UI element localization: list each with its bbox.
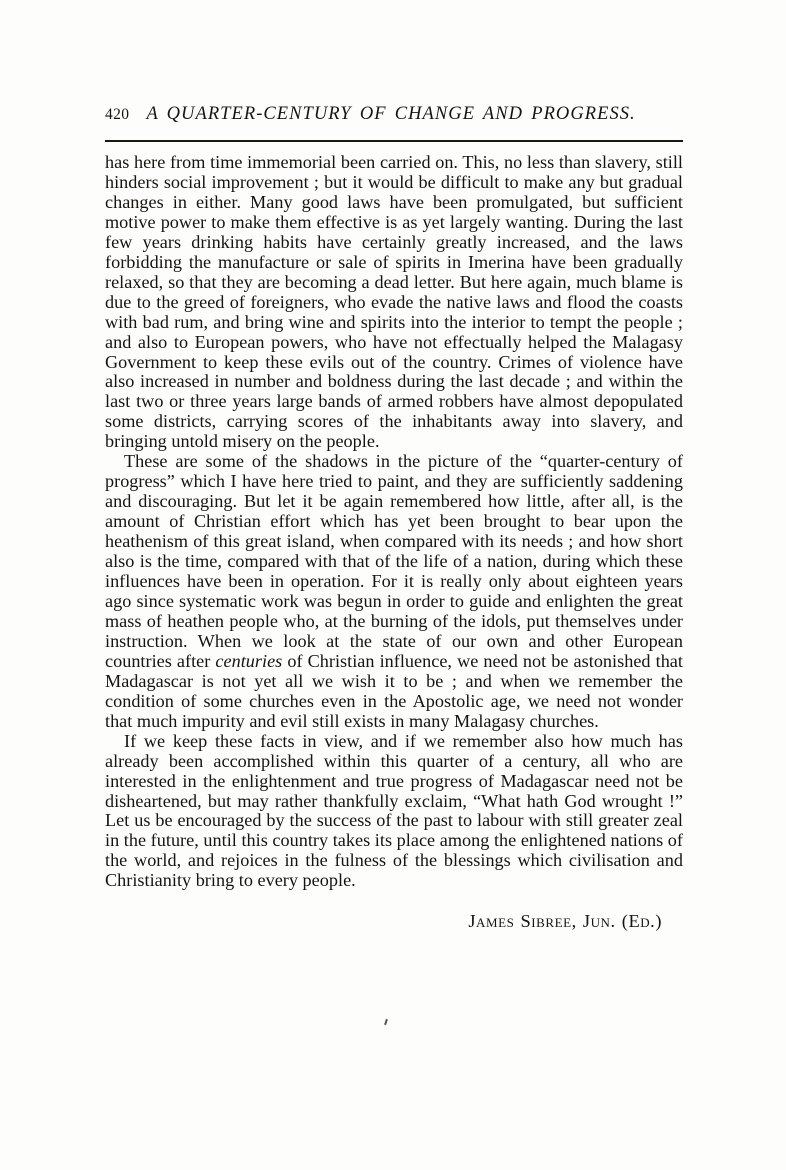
header-rule — [105, 140, 683, 142]
emphasis-centuries: centuries — [215, 650, 283, 671]
body-text — [105, 153, 683, 891]
author-signature: James Sibree, Jun. (Ed.) — [468, 911, 662, 932]
paragraph-shadows — [105, 452, 683, 731]
page-number: 420 — [105, 106, 130, 123]
running-title: A QUARTER-CENTURY OF CHANGE AND PROGRESS. — [146, 104, 636, 124]
paragraph-shadows-part-1: These are some of the shadows in the picture of the “quarter-century of progress” which I have here tried to paint, and they are sufficiently saddening and discouraging. But let it be again remembered how little, after all, is the amount of Christian effort which has yet been brought to bear upon the heathenism of this great island, when compared with its needs ; and how short also is the time, compared with that of the life of a nation, during which these influences have been in operation. For it is really only about eighteen years ago since systematic work was begun in order to guide and enlighten the great mass of heathen people who, at the burning of the idols, put themselves under instruction. When we look at the state of our own and other European countries after — [105, 451, 683, 671]
paragraph-conclusion: If we keep these facts in view, and if we remember also how much has already been accomplished within this quarter of a century, all who are interested in the enlightenment and true progress of Madagascar need not be disheartened, but may rather thankfully exclaim, “What hath God wrought !” Let us be encouraged by the success of the past to labour with still greater zeal in the future, until this country takes its place among the enlightened nations of the world, and rejoices in the fulness of the blessings which civilisation and Christianity bring to every people. — [105, 730, 683, 891]
paragraph-continuation: has here from time immemorial been carried on. This, no less than slavery, still hinders social improvement ; but it would be difficult to make any but gradual changes in either. Many good laws have been promulgated, but sufficient motive power to make them effective is as yet largely wanting. During the last few years drinking habits have certainly greatly increased, and the laws forbidding the manufacture or sale of spirits in Imerina have been gradually relaxed, so that they are becoming a dead letter. But here again, much blame is due to the greed of foreigners, who evade the native laws and flood the coasts with bad rum, and bring wine and spirits into the interior to tempt the people ; and also to European powers, who have not effectually helped the Malagasy Government to keep these evils out of the country. Crimes of violence have also increased in number and boldness during the last decade ; and within the last two or three years large bands of armed robbers have almost depopulated some districts, carrying scores of the inhabitants away into slavery, and bringing untold misery on the people. — [105, 152, 683, 452]
scan-speck — [384, 1019, 388, 1025]
page-content — [105, 104, 683, 932]
paragraph-shadows-part-2: of Christian influence, we need not be astonished that Madagascar is not yet all we wish it to be ; and when we remember the condition of some churches even in the Apostolic age, we need not wonder that much impurity and evil still exists in many Malagasy churches. — [105, 650, 683, 731]
running-head — [105, 104, 683, 130]
